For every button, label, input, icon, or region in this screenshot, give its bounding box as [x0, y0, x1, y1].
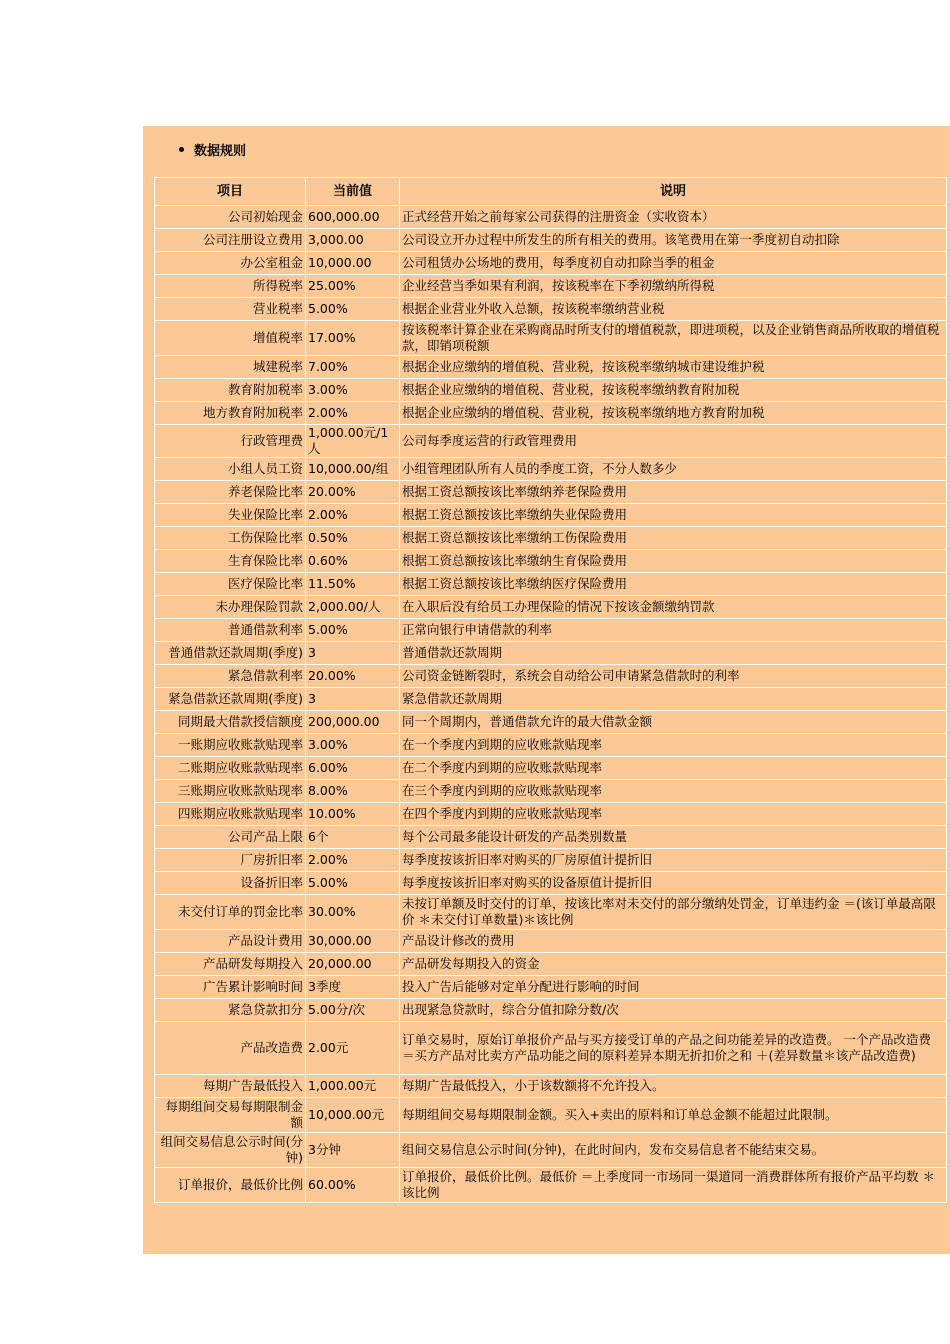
rule-description-cell: 产品研发每期投入的资金: [400, 953, 947, 976]
table-row: [155, 1075, 947, 1098]
rule-value-cell: 10.00%: [306, 803, 400, 826]
rule-name-cell: 养老保险比率: [155, 481, 306, 504]
rule-value-cell: 3,000.00: [306, 229, 400, 252]
section-heading: [179, 140, 246, 159]
rule-description-cell: 根据工资总额按该比率缴纳失业保险费用: [400, 504, 947, 527]
rule-name-cell: 每期组间交易每期限制金额: [155, 1098, 306, 1133]
rule-name-cell: 紧急借款利率: [155, 665, 306, 688]
rule-value-cell: 5.00%: [306, 872, 400, 895]
rule-name-cell: 组间交易信息公示时间(分钟): [155, 1133, 306, 1168]
rule-description-cell: 在一个季度内到期的应收账款贴现率: [400, 734, 947, 757]
rule-description-cell: 根据企业应缴纳的增值税、营业税，按该税率缴纳地方教育附加税: [400, 402, 947, 425]
rule-name-cell: 增值税率: [155, 321, 306, 356]
rule-name-cell: 厂房折旧率: [155, 849, 306, 872]
rule-description-cell: 根据工资总额按该比率缴纳工伤保险费用: [400, 527, 947, 550]
rule-description-cell: 根据工资总额按该比率缴纳医疗保险费用: [400, 573, 947, 596]
rule-description-cell: 同一个周期内，普通借款允许的最大借款金额: [400, 711, 947, 734]
rule-value-cell: 6.00%: [306, 757, 400, 780]
rule-description-cell: 紧急借款还款周期: [400, 688, 947, 711]
rule-name-cell: 营业税率: [155, 298, 306, 321]
rule-description-cell: 订单交易时，原始订单报价产品与买方接受订单的产品之间功能差异的改造费。 一个产品改造费 ＝买方产品对比卖方产品功能之间的原料差异本期无折扣价之和 ＋(差异数量＊该产品改造费): [400, 1022, 947, 1075]
rule-description-cell: 出现紧急贷款时，综合分值扣除分数/次: [400, 999, 947, 1022]
rule-description-cell: 投入广告后能够对定单分配进行影响的时间: [400, 976, 947, 999]
rule-value-cell: 30.00%: [306, 895, 400, 930]
rule-description-cell: 每季度按该折旧率对购买的厂房原值计提折旧: [400, 849, 947, 872]
rule-name-cell: 普通借款还款周期(季度): [155, 642, 306, 665]
table-row: [155, 849, 947, 872]
rule-name-cell: 城建税率: [155, 356, 306, 379]
rule-value-cell: 3.00%: [306, 379, 400, 402]
rule-description-cell: 根据企业营业外收入总额，按该税率缴纳营业税: [400, 298, 947, 321]
table-body: [155, 206, 947, 1203]
table-row: [155, 1098, 947, 1133]
rule-name-cell: 小组人员工资: [155, 458, 306, 481]
rule-value-cell: 5.00分/次: [306, 999, 400, 1022]
rule-description-cell: 订单报价，最低价比例。最低价 ＝上季度同一市场同一渠道同一消费群体所有报价产品平均数 ＊该比例: [400, 1168, 947, 1203]
rule-name-cell: 行政管理费: [155, 425, 306, 458]
table-row: [155, 481, 947, 504]
rule-description-cell: 按该税率计算企业在采购商品时所支付的增值税款，即进项税，以及企业销售商品所收取的增值税款，即销项税额: [400, 321, 947, 356]
rule-name-cell: 产品改造费: [155, 1022, 306, 1075]
rule-value-cell: 3季度: [306, 976, 400, 999]
table-row: [155, 642, 947, 665]
rule-name-cell: 生育保险比率: [155, 550, 306, 573]
rule-name-cell: 公司注册设立费用: [155, 229, 306, 252]
rule-description-cell: 每个公司最多能设计研发的产品类别数量: [400, 826, 947, 849]
rule-value-cell: 20.00%: [306, 481, 400, 504]
table-row: [155, 930, 947, 953]
rule-name-cell: 产品研发每期投入: [155, 953, 306, 976]
rule-name-cell: 公司初始现金: [155, 206, 306, 229]
rule-description-cell: 普通借款还款周期: [400, 642, 947, 665]
rule-description-cell: 每期广告最低投入，小于该数额将不允许投入。: [400, 1075, 947, 1098]
table-row: [155, 596, 947, 619]
rule-description-cell: 公司设立开办过程中所发生的所有相关的费用。该笔费用在第一季度初自动扣除: [400, 229, 947, 252]
rule-name-cell: 地方教育附加税率: [155, 402, 306, 425]
table-row: [155, 252, 947, 275]
rule-value-cell: 2.00元: [306, 1022, 400, 1075]
rule-value-cell: 0.60%: [306, 550, 400, 573]
rule-description-cell: 根据企业应缴纳的增值税、营业税，按该税率缴纳教育附加税: [400, 379, 947, 402]
rule-description-cell: 公司租赁办公场地的费用，每季度初自动扣除当季的租金: [400, 252, 947, 275]
rule-name-cell: 同期最大借款授信额度: [155, 711, 306, 734]
rule-value-cell: 200,000.00: [306, 711, 400, 734]
table-row: [155, 688, 947, 711]
rule-name-cell: 公司产品上限: [155, 826, 306, 849]
table-row: [155, 757, 947, 780]
rule-description-cell: 根据工资总额按该比率缴纳养老保险费用: [400, 481, 947, 504]
rules-table: [154, 177, 947, 1203]
table-row: [155, 458, 947, 481]
header-description: 说明: [400, 178, 947, 206]
table-row: [155, 619, 947, 642]
rule-description-cell: 根据企业应缴纳的增值税、营业税，按该税率缴纳城市建设维护税: [400, 356, 947, 379]
table-row: [155, 527, 947, 550]
rule-name-cell: 失业保险比率: [155, 504, 306, 527]
rule-value-cell: 1,000.00元/1人: [306, 425, 400, 458]
rule-name-cell: 教育附加税率: [155, 379, 306, 402]
rule-description-cell: 在二个季度内到期的应收账款贴现率: [400, 757, 947, 780]
rule-description-cell: 公司资金链断裂时，系统会自动给公司申请紧急借款时的利率: [400, 665, 947, 688]
table-row: [155, 356, 947, 379]
rule-description-cell: 根据工资总额按该比率缴纳生育保险费用: [400, 550, 947, 573]
rule-name-cell: 每期广告最低投入: [155, 1075, 306, 1098]
table-row: [155, 665, 947, 688]
rule-value-cell: 2.00%: [306, 849, 400, 872]
rule-description-cell: 企业经营当季如果有利润，按该税率在下季初缴纳所得税: [400, 275, 947, 298]
rule-name-cell: 紧急借款还款周期(季度): [155, 688, 306, 711]
table-row: [155, 275, 947, 298]
rule-value-cell: 2.00%: [306, 504, 400, 527]
table-row: [155, 298, 947, 321]
table-row: [155, 573, 947, 596]
rule-value-cell: 2,000.00/人: [306, 596, 400, 619]
rule-name-cell: 工伤保险比率: [155, 527, 306, 550]
rule-name-cell: 所得税率: [155, 275, 306, 298]
rule-description-cell: 正常向银行申请借款的利率: [400, 619, 947, 642]
rule-value-cell: 11.50%: [306, 573, 400, 596]
table-row: [155, 803, 947, 826]
rule-value-cell: 3: [306, 688, 400, 711]
rule-value-cell: 2.00%: [306, 402, 400, 425]
rule-value-cell: 5.00%: [306, 619, 400, 642]
rule-name-cell: 一账期应收账款贴现率: [155, 734, 306, 757]
rule-value-cell: 3: [306, 642, 400, 665]
table-row: [155, 504, 947, 527]
rule-name-cell: 设备折旧率: [155, 872, 306, 895]
table-row: [155, 895, 947, 930]
table-row: [155, 872, 947, 895]
rule-value-cell: 10,000.00元: [306, 1098, 400, 1133]
rule-name-cell: 医疗保险比率: [155, 573, 306, 596]
rule-value-cell: 20.00%: [306, 665, 400, 688]
table-row: [155, 402, 947, 425]
rule-description-cell: 每期组间交易每期限制金额。买入+卖出的原料和订单总金额不能超过此限制。: [400, 1098, 947, 1133]
rule-value-cell: 0.50%: [306, 527, 400, 550]
rule-value-cell: 10,000.00/组: [306, 458, 400, 481]
rule-value-cell: 600,000.00: [306, 206, 400, 229]
rule-value-cell: 6个: [306, 826, 400, 849]
rule-value-cell: 5.00%: [306, 298, 400, 321]
header-value: 当前值: [306, 178, 400, 206]
rule-value-cell: 17.00%: [306, 321, 400, 356]
rule-description-cell: 小组管理团队所有人员的季度工资，不分人数多少: [400, 458, 947, 481]
table-row: [155, 999, 947, 1022]
bullet-icon: [179, 147, 184, 152]
rule-name-cell: 四账期应收账款贴现率: [155, 803, 306, 826]
rule-name-cell: 紧急贷款扣分: [155, 999, 306, 1022]
rule-description-cell: 未按订单额及时交付的订单，按该比率对未交付的部分缴纳处罚金，订单违约金 ＝(该订单最高限价 ＊未交付订单数量)＊该比例: [400, 895, 947, 930]
table-row: [155, 229, 947, 252]
rule-name-cell: 普通借款利率: [155, 619, 306, 642]
rule-name-cell: 二账期应收账款贴现率: [155, 757, 306, 780]
table-row: [155, 321, 947, 356]
table-row: [155, 550, 947, 573]
rule-name-cell: 订单报价，最低价比例: [155, 1168, 306, 1203]
header-item: 项目: [155, 178, 306, 206]
table-row: [155, 1133, 947, 1168]
table-row: [155, 1168, 947, 1203]
table-row: [155, 953, 947, 976]
rule-description-cell: 每季度按该折旧率对购买的设备原值计提折旧: [400, 872, 947, 895]
table-row: [155, 379, 947, 402]
rule-description-cell: 在入职后没有给员工办理保险的情况下按该金额缴纳罚款: [400, 596, 947, 619]
rule-description-cell: 公司每季度运营的行政管理费用: [400, 425, 947, 458]
rule-description-cell: 在四个季度内到期的应收账款贴现率: [400, 803, 947, 826]
rule-name-cell: 产品设计费用: [155, 930, 306, 953]
data-rules-panel: [143, 126, 950, 1254]
section-title-text: 数据规则: [194, 144, 247, 159]
rule-value-cell: 1,000.00元: [306, 1075, 400, 1098]
rule-description-cell: 在三个季度内到期的应收账款贴现率: [400, 780, 947, 803]
rule-value-cell: 60.00%: [306, 1168, 400, 1203]
table-row: [155, 780, 947, 803]
rule-value-cell: 20,000.00: [306, 953, 400, 976]
table-row: [155, 1022, 947, 1075]
table-row: [155, 711, 947, 734]
rule-value-cell: 25.00%: [306, 275, 400, 298]
rule-description-cell: 产品设计修改的费用: [400, 930, 947, 953]
table-header-row: [155, 178, 947, 206]
table-row: [155, 976, 947, 999]
rule-description-cell: 正式经营开始之前每家公司获得的注册资金（实收资本）: [400, 206, 947, 229]
table-row: [155, 826, 947, 849]
rule-value-cell: 3.00%: [306, 734, 400, 757]
table-row: [155, 206, 947, 229]
rule-description-cell: 组间交易信息公示时间(分钟)，在此时间内，发布交易信息者不能结束交易。: [400, 1133, 947, 1168]
table-row: [155, 425, 947, 458]
rule-name-cell: 未办理保险罚款: [155, 596, 306, 619]
rule-name-cell: 三账期应收账款贴现率: [155, 780, 306, 803]
rule-name-cell: 广告累计影响时间: [155, 976, 306, 999]
rule-value-cell: 7.00%: [306, 356, 400, 379]
rule-value-cell: 10,000.00: [306, 252, 400, 275]
rule-name-cell: 未交付订单的罚金比率: [155, 895, 306, 930]
rule-name-cell: 办公室租金: [155, 252, 306, 275]
rule-value-cell: 30,000.00: [306, 930, 400, 953]
rule-value-cell: 8.00%: [306, 780, 400, 803]
table-row: [155, 734, 947, 757]
rule-value-cell: 3分钟: [306, 1133, 400, 1168]
